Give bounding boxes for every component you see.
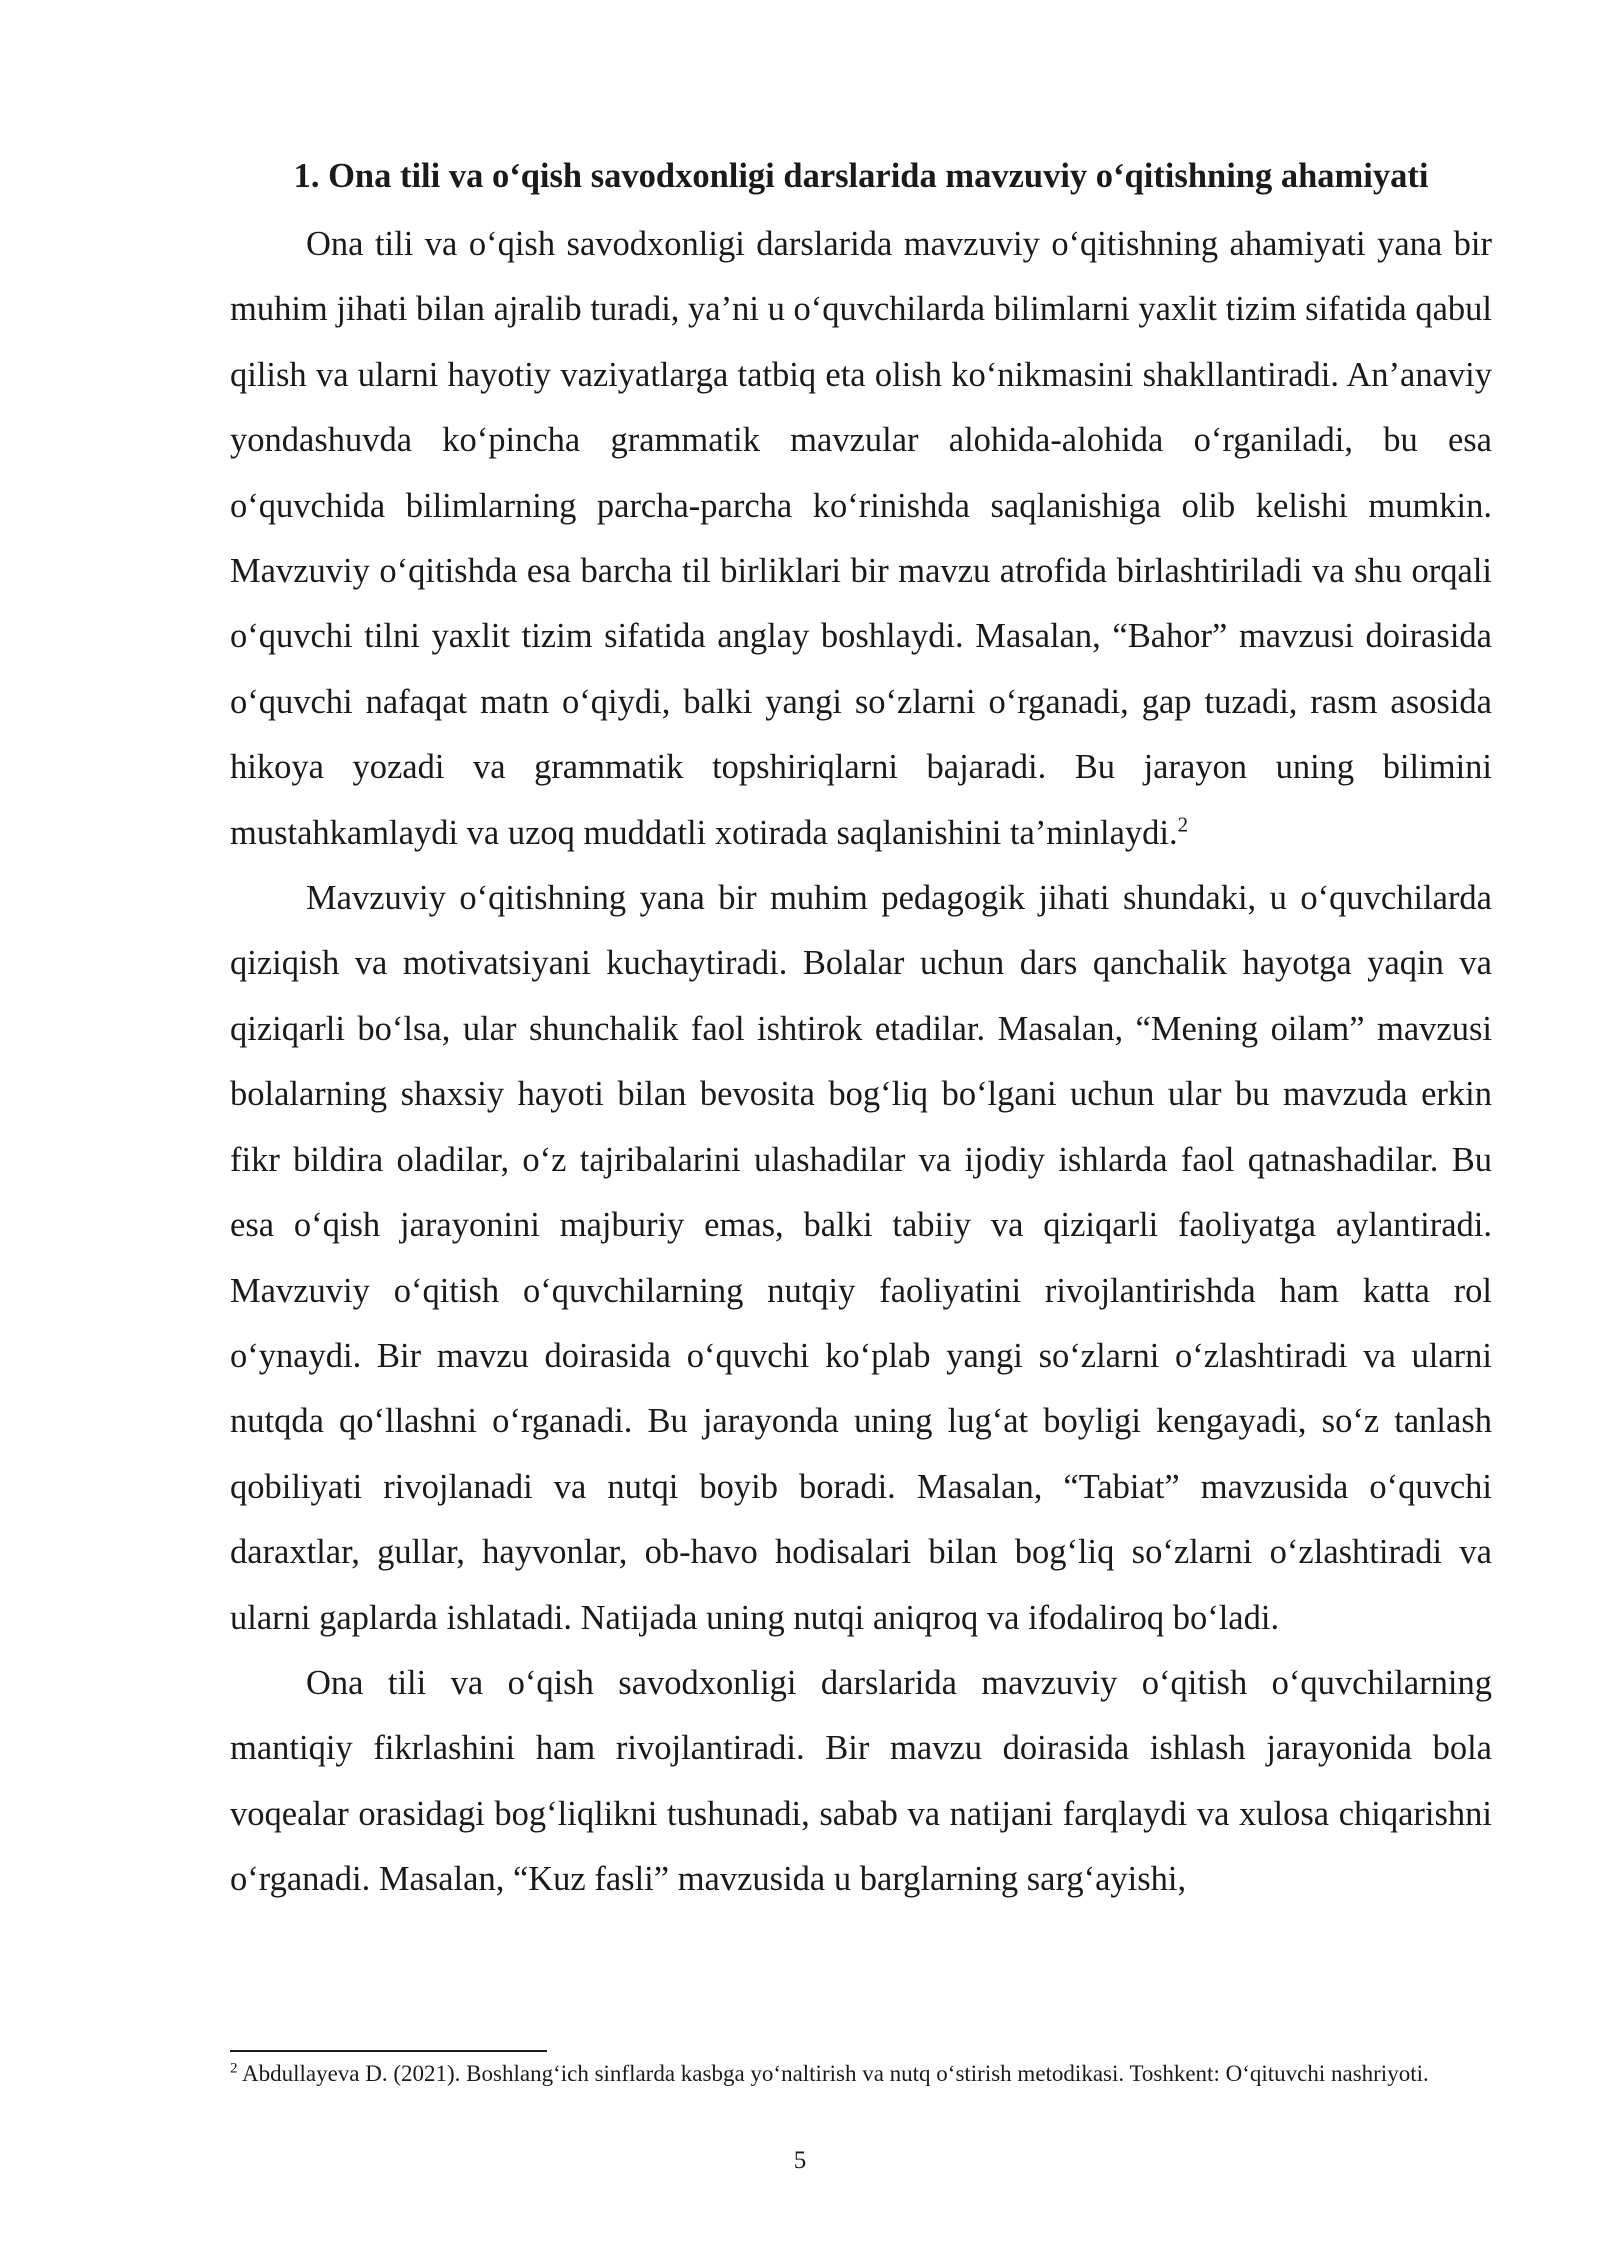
paragraph-1-text: Ona tili va o‘qish savodxonligi darslarida mavzuviy o‘qitishning ahamiyati yana bir muhim jihati bilan ajralib turadi, ya’ni u o‘quvchilarda bilimlarni yaxlit tizim sifatida qabul qilish va ularni hayotiy vaziyatlarga tatbiq eta olish ko‘nikmasini shakllantiradi. An’anaviy yondashuvda ko‘pincha grammatik mavzular alohida-alohida o‘rganiladi, bu esa o‘quvchida bilimlarning parcha-parcha ko‘rinishda saqlanishiga olib kelishi mumkin. Mavzuviy o‘qitishda esa barcha til birliklari bir mavzu atrofida birlashtiriladi va shu orqali o‘quvchi tilni yaxlit tizim sifatida anglay boshlaydi. Masalan, “Bahor” mavzusi doirasida o‘quvchi nafaqat matn o‘qiydi, balki yangi so‘zlarni o‘rganadi, gap tuzadi, rasm asosida hikoya yozadi va grammatik topshiriqlarni bajaradi. Bu jarayon uning bilimini mustahkamlaydi va uzoq muddatli xotirada saqlanishini ta’minlaydi. (230, 225, 1492, 852)
page-number: 5 (793, 2147, 807, 2174)
section-heading: 1. Ona tili va o‘qish savodxonligi darslarida mavzuviy o‘qitishning ahamiyati (293, 157, 1429, 195)
footnote-text: Abdullayeva D. (2021). Boshlang‘ich sinflarda kasbga yo‘naltirish va nutq o‘stirish metodikasi. Toshkent: O‘qituvchi nashriyoti. (241, 2061, 1429, 2086)
footnote-separator (230, 2050, 547, 2052)
paragraph-2: Mavzuviy o‘qitishning yana bir muhim pedagogik jihati shundaki, u o‘quvchilarda qiziqish va motivatsiyani kuchaytiradi. Bolalar uchun dars qanchalik hayotga yaqin va qiziqarli bo‘lsa, ular shunchalik faol ishtirok etadilar. Masalan, “Mening oilam” mavzusi bolalarning shaxsiy hayoti bilan bevosita bog‘liq bo‘lgani uchun ular bu mavzuda erkin fikr bildira oladilar, o‘z tajribalarini ulashadilar va ijodiy ishlarda faol qatnashadilar. Bu esa o‘qish jarayonini majburiy emas, balki tabiiy va qiziqarli faoliyatga aylantiradi. Mavzuviy o‘qitish o‘quvchilarning nutqiy faoliyatini rivojlantirishda ham katta rol o‘ynaydi. Bir mavzu doirasida o‘quvchi ko‘plab yangi so‘zlarni o‘zlashtiradi va ularni nutqda qo‘llashni o‘rganadi. Bu jarayonda uning lug‘at boyligi kengayadi, so‘z tanlash qobiliyati rivojlanadi va nutqi boyib boradi. Masalan, “Tabiat” mavzusida o‘quvchi daraxtlar, gullar, hayvonlar, ob-havo hodisalari bilan bog‘liq so‘zlarni o‘zlashtiradi va ularni gaplarda ishlatadi. Natijada uning nutqi aniqroq va ifodaliroq bo‘ladi. (230, 879, 1492, 1637)
paragraph-1 (230, 212, 1492, 866)
footnote (230, 2058, 1492, 2089)
body-text (230, 212, 1492, 1913)
footnote-number: 2 (230, 2060, 238, 2077)
footnote-reference[interactable]: 2 (1177, 812, 1189, 837)
paragraph-3: Ona tili va o‘qish savodxonligi darslarida mavzuviy o‘qitish o‘quvchilarning mantiqiy fikrlashini ham rivojlantiradi. Bir mavzu doirasida ishlash jarayonida bola voqealar orasidagi bog‘liqlikni tushunadi, sabab va natijani farqlaydi va xulosa chiqarishni o‘rganadi. Masalan, “Kuz fasli” mavzusida u barglarning sarg‘ayishi, (230, 1663, 1492, 1899)
